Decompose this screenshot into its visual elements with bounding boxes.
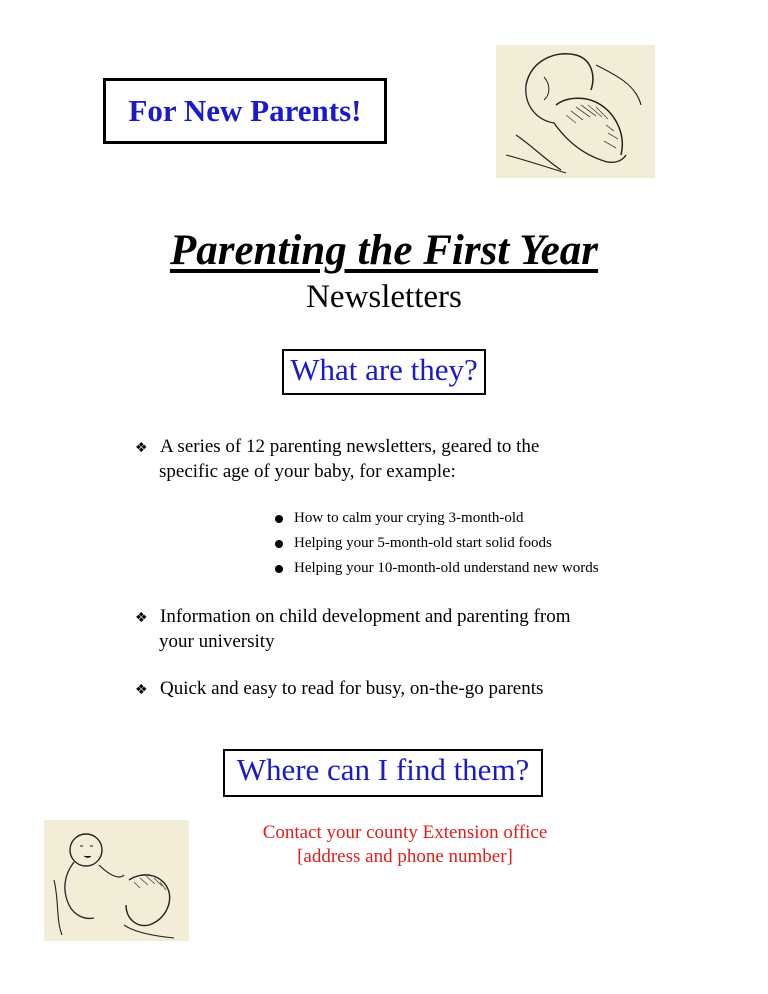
diamond-bullet-icon: ❖ (135, 611, 148, 626)
examples-list (275, 506, 695, 581)
parent-baby-illustration-bottom (44, 820, 189, 941)
list-item: How to calm your crying 3-month-old (275, 506, 695, 531)
bullet-dot-icon (275, 565, 283, 573)
bullet-information: ❖ Information on child development and parenting from your university (135, 606, 571, 652)
page-subtitle: Newsletters (306, 279, 462, 315)
where-find-heading: Where can I find them? (223, 749, 543, 797)
list-item: Helping your 10-month-old understand new words (275, 556, 695, 581)
contact-info (180, 821, 630, 869)
bullet-dot-icon (275, 540, 283, 548)
page-title: Parenting the First Year (169, 227, 599, 274)
bullet-series: ❖ A series of 12 parenting newsletters, geared to the specific age of your baby, for example: (135, 436, 540, 482)
what-are-they-heading: What are they? (282, 349, 486, 395)
for-new-parents-badge: For New Parents! (103, 78, 387, 144)
diamond-bullet-icon: ❖ (135, 441, 148, 456)
parent-baby-illustration-top (496, 45, 655, 178)
address-placeholder: [address and phone number] (297, 846, 513, 867)
bullet-dot-icon (275, 515, 283, 523)
contact-line: Contact your county Extension office (262, 822, 548, 843)
diamond-bullet-icon: ❖ (135, 683, 148, 698)
list-item: Helping your 5-month-old start solid foods (275, 531, 695, 556)
bullet-quick-read: ❖ Quick and easy to read for busy, on-the-go parents (135, 677, 695, 702)
